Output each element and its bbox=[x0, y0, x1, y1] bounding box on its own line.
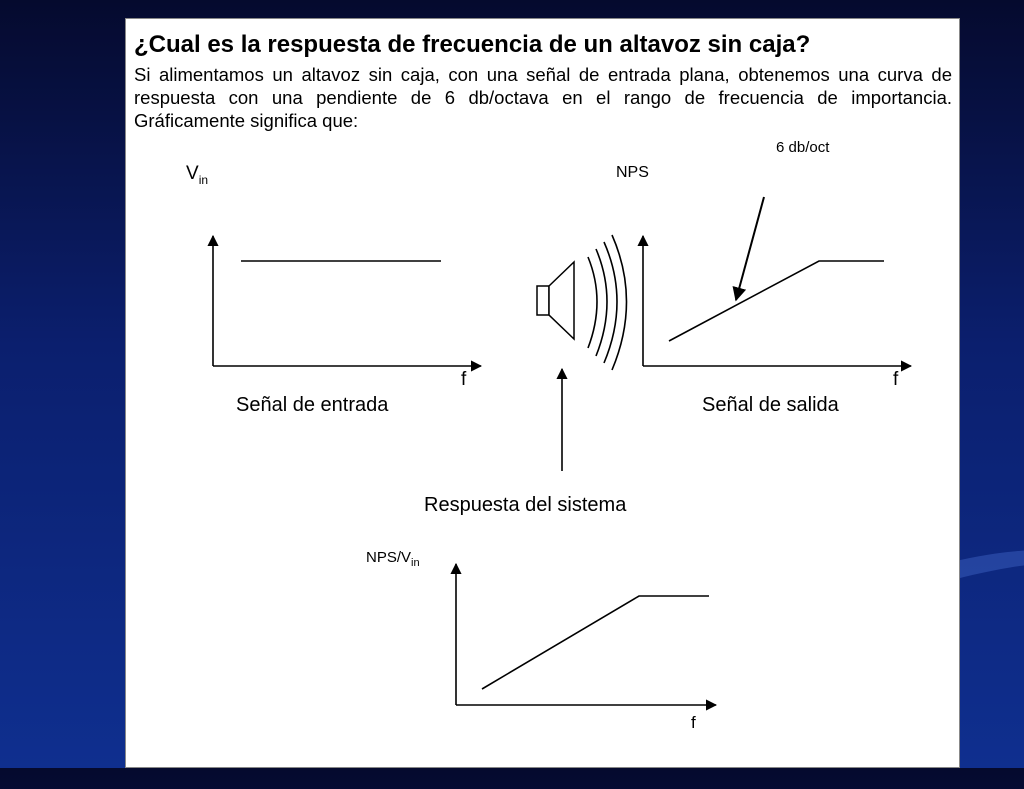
input-graph-caption: Señal de entrada bbox=[236, 394, 389, 416]
slide-body-text: Si alimentamos un altavoz sin caja, con una señal de entrada plana, obtenemos una curva de respuesta con una pendiente de 6 db/octava en el rango de frecuencia de importancia. Gráficamente significa que: bbox=[134, 64, 952, 131]
system-response-graph bbox=[366, 549, 716, 732]
speaker-icon bbox=[537, 262, 574, 339]
input-y-axis-label: $V_{in}$ bbox=[186, 163, 209, 187]
slope-annotation-arrow bbox=[736, 197, 764, 300]
output-response-curve bbox=[669, 261, 884, 341]
system-response-pointer bbox=[424, 369, 627, 516]
slide-content bbox=[125, 18, 960, 768]
input-x-axis-label: f bbox=[461, 369, 467, 390]
response-y-axis-label: NPS/$V_{in}$ bbox=[366, 549, 420, 569]
system-response-caption: Respuesta del sistema bbox=[424, 494, 627, 516]
slide-title: ¿Cual es la respuesta de frecuencia de un altavoz sin caja? bbox=[134, 31, 811, 58]
frequency-response-diagram bbox=[126, 19, 961, 769]
response-x-axis-label: f bbox=[691, 713, 696, 732]
sound-waves-icon bbox=[588, 235, 627, 370]
output-graph-caption: Señal de salida bbox=[702, 394, 839, 416]
response-curve bbox=[482, 596, 709, 689]
output-y-axis-label: NPS bbox=[616, 164, 649, 181]
slope-annotation: 6 db/oct bbox=[776, 139, 830, 156]
output-signal-graph bbox=[616, 139, 911, 416]
input-signal-graph bbox=[186, 163, 481, 416]
output-x-axis-label: f bbox=[893, 369, 899, 390]
